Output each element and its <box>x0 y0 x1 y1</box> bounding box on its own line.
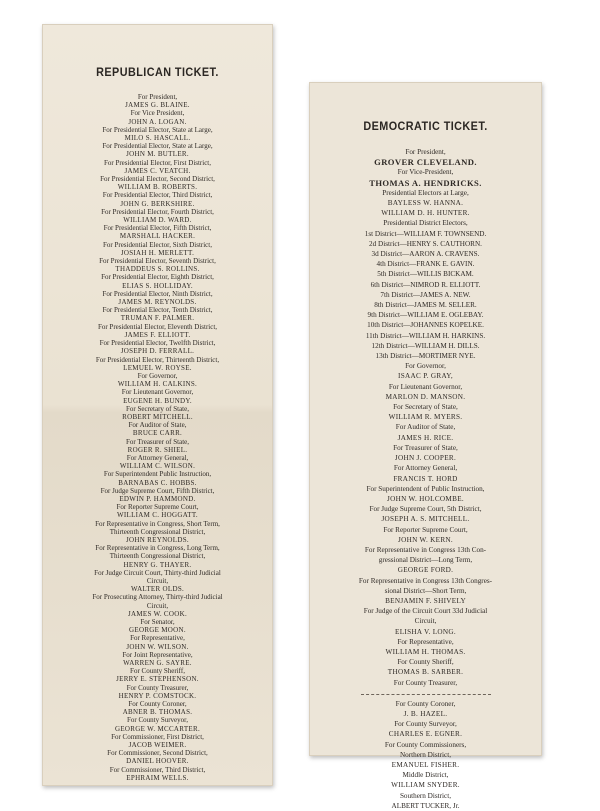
candidate-name: JAMES F. ELLIOTT. <box>124 330 191 339</box>
office-label: For Lieutenant Governor, <box>388 382 463 391</box>
candidate-name: ABNER B. THOMAS. <box>122 708 193 717</box>
candidate-name: THADDEUS S. ROLLINS. <box>115 265 200 274</box>
candidate-name: JAMES H. RICE. <box>397 433 454 442</box>
candidate-name: WILLIAM B. ROBERTS. <box>117 183 198 192</box>
office-label: For County Surveyor, <box>127 716 188 725</box>
office-label: Presidential District Electors, <box>383 219 468 228</box>
candidate-name: WILLIAM D. H. HUNTER. <box>381 209 470 218</box>
office-label: Thirteenth Congressional District, <box>109 552 206 561</box>
office-label: sional District—Short Term, <box>384 586 467 595</box>
candidate-name: ISAAC P. GRAY, <box>398 372 453 381</box>
office-label: For Commissioner, Second District, <box>107 749 208 758</box>
office-label: For Presidential Elector, Eighth District, <box>101 273 214 282</box>
office-label: 11th District—WILLIAM H. HARKINS. <box>365 331 486 340</box>
candidate-name: HENRY G. THAYER. <box>123 560 192 569</box>
candidate-name: WILLIAM H. THOMAS. <box>385 647 466 656</box>
office-label: For Vice President, <box>130 109 185 118</box>
candidate-name: JAMES G. BLAINE. <box>125 101 190 110</box>
office-label: For Attorney General, <box>393 464 458 473</box>
office-label: For Representative in Congress, Long Term, <box>95 544 220 553</box>
office-label: For Lieutenant Governor, <box>121 388 194 397</box>
office-label: For Treasurer of State, <box>393 443 458 452</box>
office-label: ALBERT TUCKER, Jr. <box>391 801 460 810</box>
office-label: For Vice-President, <box>397 168 454 177</box>
candidate-name: GROVER CLEVELAND. <box>374 157 477 168</box>
office-label: For County Treasurer, <box>393 678 458 687</box>
office-label: Circuit, <box>146 601 169 610</box>
candidate-name: WILLIAM C. WILSON. <box>119 462 196 471</box>
candidate-name: WILLIAM R. MYERS. <box>388 413 463 422</box>
candidate-name: JOHN J. COOPER. <box>394 454 457 463</box>
office-label: For Presidential Elector, State at Large, <box>102 125 213 134</box>
office-label: For Representative, <box>397 637 454 646</box>
candidate-name: GEORGE W. MCCARTER. <box>114 724 200 733</box>
candidate-name: HENRY P. COMSTOCK. <box>118 691 197 700</box>
office-label: For Judge Supreme Court, 5th District, <box>369 505 482 514</box>
office-label: 10th District—JOHANNES KOPELKE. <box>367 321 484 330</box>
candidate-name: EPHRAIM WELLS. <box>126 773 189 782</box>
candidate-name: TRUMAN F. PALMER. <box>120 314 195 323</box>
office-label: For Governor, <box>405 362 446 371</box>
candidate-name: ROGER R. SHIEL. <box>127 445 188 454</box>
office-label: For County Surveyor, <box>394 720 457 729</box>
ticket-divider <box>361 694 491 695</box>
candidate-name: JOHN REYNOLDS. <box>126 535 189 544</box>
office-label: 1st District—WILLIAM F. TOWNSEND. <box>364 229 487 238</box>
office-label: For County Treasurer, <box>126 683 189 692</box>
office-label: For Reporter Supreme Court, <box>116 503 199 512</box>
office-label: For Attorney General, <box>126 453 189 462</box>
office-label: For County Commissioners, <box>384 740 467 749</box>
candidate-name: ELIAS S. HOLLIDAY. <box>122 281 193 290</box>
office-label: 5th District—WILLIS BICKAM. <box>377 270 474 279</box>
office-label: 8th District—JAMES M. SELLER. <box>374 301 477 310</box>
candidate-name: JOHN W. WILSON. <box>126 642 189 651</box>
office-label: 12th District—WILLIAM H. DILLS. <box>371 341 480 350</box>
candidate-name: EMANUEL FISHER. <box>391 760 460 769</box>
office-label: For Treasurer of State, <box>126 437 189 446</box>
office-label: For President, <box>405 148 446 156</box>
office-label: 13th District—MORTIMER NYE. <box>375 352 476 361</box>
office-label: For Secretary of State, <box>126 404 189 413</box>
candidate-name: BRUCE CARR. <box>132 429 183 438</box>
candidate-name: JAMES M. REYNOLDS. <box>118 298 197 307</box>
office-label: For Judge Circuit Court, Thirty-third Judicial <box>94 568 221 577</box>
office-label: For County Sheriff, <box>130 667 185 676</box>
office-label: For Presidential Elector, Twelfth District, <box>99 339 216 348</box>
republican-ticket-title: REPUBLICAN TICKET. <box>96 65 219 79</box>
candidate-name: BAYLESS W. HANNA. <box>387 199 464 208</box>
candidate-name: JOHN W. HOLCOMBE. <box>387 494 464 503</box>
candidate-name: WARREN G. SAYRE. <box>123 659 192 668</box>
office-label: Middle District, <box>402 771 449 780</box>
office-label: For Commissioner, First District, <box>111 732 204 741</box>
office-label: For Representative, <box>130 634 185 643</box>
candidate-name: BENJAMIN F. SHIVELY <box>385 596 466 605</box>
office-label: Circuit, <box>146 576 169 585</box>
office-label: For Commissioner, Third District, <box>109 765 206 774</box>
office-label: For Presidential Elector, State at Large, <box>102 142 213 151</box>
candidate-name: J. B. HAZEL. <box>403 709 448 718</box>
office-label: For Presidential Elector, Ninth District, <box>102 289 213 298</box>
office-label: For Governor, <box>137 371 178 380</box>
candidate-name: GEORGE FORD. <box>397 566 454 575</box>
candidate-name: JOHN M. BUTLER. <box>126 150 189 159</box>
office-label: Presidential Electors at Large, <box>382 188 469 197</box>
office-label: Circuit, <box>414 617 437 626</box>
candidate-name: JOHN G. BERKSHIRE. <box>120 199 195 208</box>
office-label: For Judge Supreme Court, Fifth District, <box>100 486 215 495</box>
office-label: 4th District—FRANK E. GAVIN. <box>376 260 475 269</box>
office-label: For Presidential Elector, Eleventh District, <box>97 322 218 331</box>
office-label: For Senator, <box>140 618 175 626</box>
office-label: For Presidential Elector, Seventh District, <box>99 257 216 266</box>
candidate-name: WILLIAM D. WARD. <box>123 216 192 225</box>
office-label: For Secretary of State, <box>393 403 458 412</box>
democratic-ticket <box>309 82 542 810</box>
candidate-name: JOSEPH A. S. MITCHELL. <box>381 515 470 524</box>
candidate-name: BARNABAS C. HOBBS. <box>118 478 197 487</box>
candidate-name: MARSHALL HACKER. <box>119 232 196 241</box>
office-label: For County Coroner, <box>128 700 187 709</box>
candidate-name: LEMUEL W. ROYSE. <box>123 363 192 372</box>
office-label: For County Coroner, <box>395 699 456 708</box>
candidate-name: FRANCIS T. HORD <box>393 474 458 483</box>
office-label: 6th District—NIMROD R. ELLIOTT. <box>370 280 481 289</box>
office-label: For Reporter Supreme Court, <box>383 525 468 534</box>
office-label: For Presidential Elector, Fifth District, <box>103 224 212 233</box>
office-label: For Presidential Elector, Third District, <box>102 191 213 200</box>
candidate-name: DANIEL HOOVER. <box>126 757 189 766</box>
office-label: For President, <box>137 93 178 101</box>
candidate-name: WALTER OLDS. <box>130 585 185 594</box>
candidate-name: JOHN A. LOGAN. <box>128 117 187 126</box>
office-label: For Presidential Elector, Thirteenth District, <box>95 355 220 364</box>
candidate-name: MILO S. HASCALL. <box>124 134 191 143</box>
candidate-name: JACOB WEIMER. <box>128 741 187 750</box>
candidate-name: ELISHA V. LONG. <box>395 627 456 636</box>
candidate-name: JAMES W. COOK. <box>127 609 188 618</box>
candidate-name: EUGENE H. BUNDY. <box>123 396 192 405</box>
office-label: 2d District—HENRY S. CAUTHORN. <box>369 239 482 248</box>
office-label: 7th District—JAMES A. NEW. <box>380 290 471 299</box>
office-label: 3d District—AARON A. CRAVENS. <box>371 250 480 259</box>
candidate-name: GEORGE MOON. <box>129 626 186 635</box>
office-label: Thirteenth Congressional District, <box>109 527 206 536</box>
office-label: For Presidential Elector, Fourth District, <box>101 207 214 216</box>
candidate-name: THOMAS B. SARBER. <box>387 668 464 677</box>
candidate-name: WILLIAM SNYDER. <box>391 781 460 790</box>
office-label: For Presidential Elector, Second District, <box>100 175 215 184</box>
candidate-name: THOMAS A. HENDRICKS. <box>369 177 482 188</box>
candidate-name: JERRY E. STEPHENSON. <box>116 675 199 684</box>
office-label: Northern District, <box>399 750 452 759</box>
office-label: For Superintendent of Public Instruction, <box>366 484 485 493</box>
candidate-name: JOSEPH D. FERRALL. <box>120 347 195 356</box>
office-label: For Auditor of State, <box>128 421 187 430</box>
office-label: For Representative in Congress 13th Con- <box>364 545 487 554</box>
office-label: For Prosecuting Attorney, Thirty-third Judicial <box>92 593 223 602</box>
candidate-name: MARLON D. MANSON. <box>385 392 466 401</box>
candidate-name: WILLIAM H. CALKINS. <box>117 380 198 389</box>
office-label: For Judge of the Circuit Court 33d Judicial <box>363 607 488 616</box>
candidate-name: ROBERT MITCHELL. <box>122 412 193 421</box>
office-label: For Presidential Elector, First District, <box>103 158 212 167</box>
office-label: For Presidential Elector, Tenth District, <box>102 306 213 315</box>
candidate-name: JAMES C. VEATCH. <box>124 166 191 175</box>
democratic-ticket-title: DEMOCRATIC TICKET. <box>363 119 488 133</box>
republican-ticket-lines <box>43 93 272 782</box>
office-label: For Superintendent Public Instruction, <box>103 470 212 479</box>
office-label: For Representative in Congress, Short Term, <box>95 519 220 528</box>
candidate-name: JOSIAH H. MERLETT. <box>120 248 195 257</box>
democratic-ticket-lines <box>310 147 541 811</box>
office-label: 9th District—WILLIAM E. OGLEBAY. <box>367 311 484 320</box>
candidate-name: CHARLES E. EGNER. <box>388 730 463 739</box>
office-label: For County Sheriff, <box>397 658 454 667</box>
candidate-name: EDWIN P. HAMMOND. <box>119 494 196 503</box>
office-label: For Presidential Elector, Sixth District, <box>103 240 212 249</box>
candidate-name: JOHN W. KERN. <box>397 535 453 544</box>
office-label: For Auditor of State, <box>395 423 456 432</box>
office-label: For Joint Representative, <box>122 650 193 659</box>
office-label: Southern District, <box>399 791 452 800</box>
republican-ticket <box>42 24 273 786</box>
office-label: gressional District—Long Term, <box>378 556 473 565</box>
candidate-name: WILLIAM C. HOGGATT. <box>116 511 198 520</box>
office-label: For Representative in Congress 13th Congres- <box>358 576 493 585</box>
